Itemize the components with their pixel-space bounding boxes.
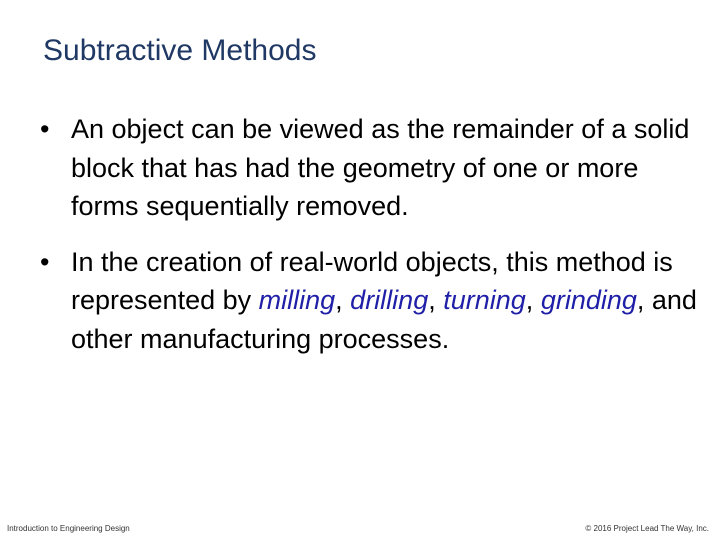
bullet-text: , [525, 285, 541, 315]
emphasis-grinding: grinding [540, 285, 637, 315]
bullet-item [40, 110, 700, 226]
bullet-text: , and other manufacturing processes. [71, 285, 697, 354]
footer-course-name: Introduction to Engineering Design [7, 524, 130, 533]
emphasis-milling: milling [258, 285, 336, 315]
footer-copyright: © 2016 Project Lead The Way, Inc. [585, 524, 709, 533]
bullet-text: In the creation of real-world objects, this method is represented by [71, 246, 673, 315]
bullet-list [40, 110, 700, 358]
slide-title: Subtractive Methods [43, 34, 317, 67]
bullet-text: , [428, 285, 444, 315]
bullet-text: An object can be viewed as the remainder of a solid block that has had the geometry of one or more forms sequentially removed. [71, 114, 690, 221]
emphasis-turning: turning [443, 285, 526, 315]
bullet-marker: • [40, 114, 50, 144]
bullet-item [40, 243, 700, 359]
bullet-text: , [335, 285, 351, 315]
emphasis-drilling: drilling [350, 285, 429, 315]
bullet-marker: • [40, 246, 50, 277]
